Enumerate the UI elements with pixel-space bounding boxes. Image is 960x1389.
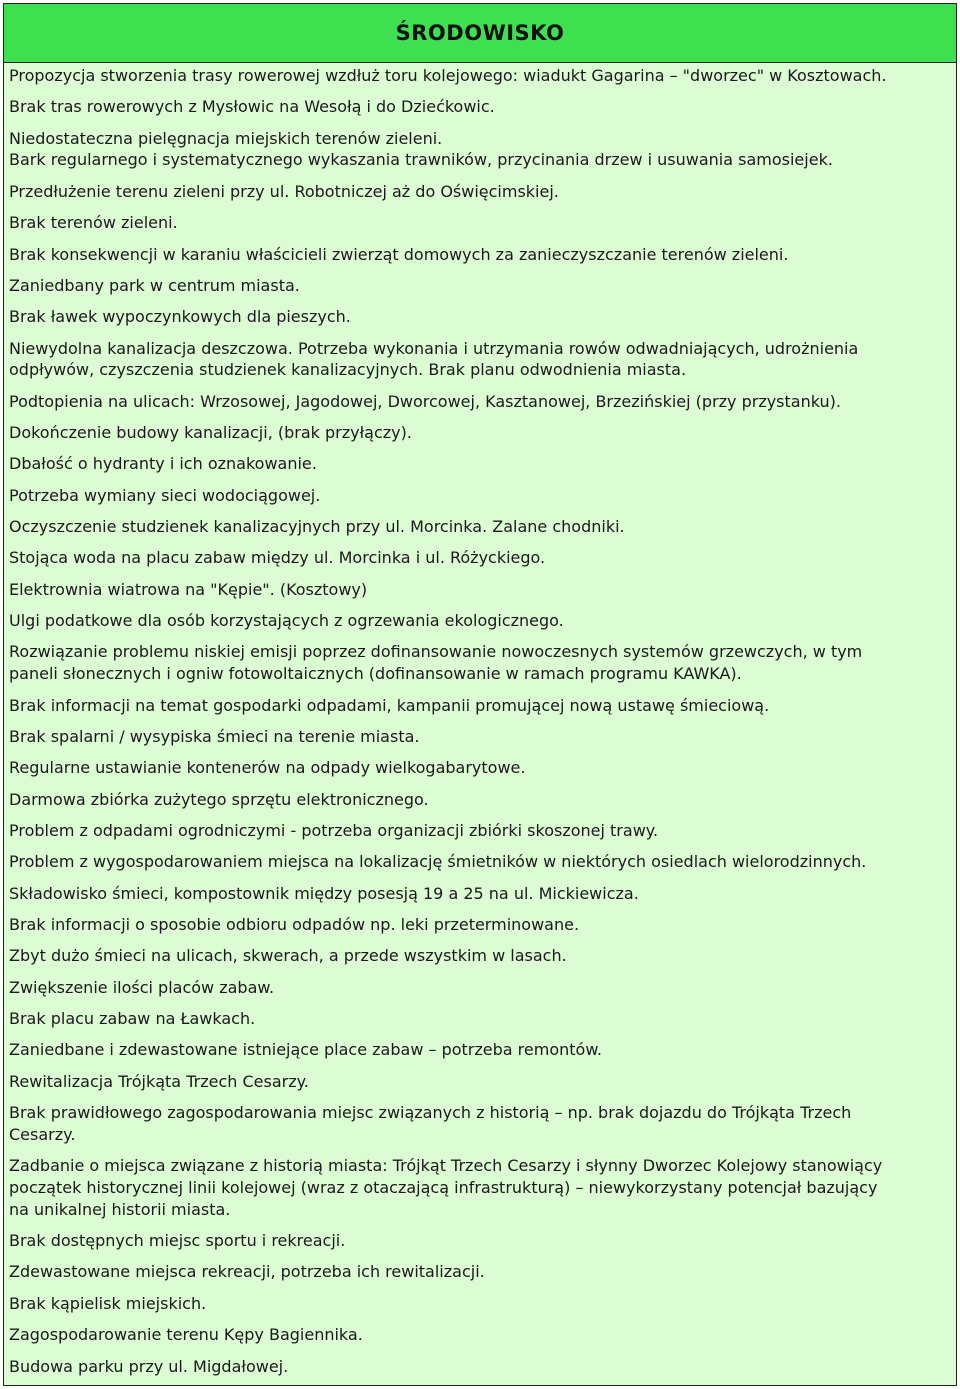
list-item-text: Cesarzy. [9,1124,76,1144]
list-item [9,977,950,1008]
list-item [9,338,950,391]
list-item [9,945,950,976]
list-item [9,1102,950,1155]
list-item [9,453,950,484]
list-item-text: Potrzeba wymiany sieci wodociągowej. [9,485,321,505]
list-item [9,1356,950,1387]
list-item [9,695,950,726]
list-item [9,1039,950,1070]
section-header [4,4,956,63]
list-item-text: Brak tras rowerowych z Mysłowic na Wesołą i do Dziećkowic. [9,97,495,117]
list-item [9,547,950,578]
list-item [9,1155,950,1230]
list-item-text: Stojąca woda na placu zabaw między ul. Morcinka i ul. Różyckiego. [9,548,546,568]
list-item-text: Brak spalarni / wysypiska śmieci na terenie miasta. [9,726,420,746]
list-item [9,641,950,694]
list-item [9,1324,950,1355]
list-item-text: Propozycja stworzenia trasy rowerowej wzdłuż toru kolejowego: wiadukt Gagarina – "dworzec" w Kosztowach. [9,66,887,85]
list-item-text: Dbałość o hydranty i ich oznakowanie. [9,454,317,474]
list-item-text: Niewydolna kanalizacja deszczowa. Potrzeba wykonania i utrzymania rowów odwadniających, udrożnienia [9,338,859,358]
list-item [9,275,950,306]
list-item-text: Elektrownia wiatrowa na "Kępie". (Kosztowy) [9,579,368,599]
list-item-text: Darmowa zbiórka zużytego sprzętu elektronicznego. [9,789,429,809]
list-item [9,516,950,547]
list-item-text: Brak placu zabaw na Ławkach. [9,1009,256,1029]
list-item-text: Oczyszczenie studzienek kanalizacyjnych przy ul. Morcinka. Zalane chodniki. [9,517,625,537]
list-item [9,181,950,212]
list-item [9,96,950,127]
list-item-text: Problem z wygospodarowaniem miejsca na lokalizację śmietników w niektórych osiedlach wielorodzinnych. [9,852,867,872]
list-item [9,391,950,422]
list-item [9,244,950,275]
list-item-text: Niedostateczna pielęgnacja miejskich terenów zieleni. [9,128,443,148]
list-item-text: Brak konsekwencji w karaniu właścicieli zwierząt domowych za zanieczyszczanie terenów zieleni. [9,244,789,264]
list-item-text: Zaniedbany park w centrum miasta. [9,275,300,295]
document-page [3,3,957,1386]
list-item [9,422,950,453]
list-item [9,212,950,243]
list-item-text: Rewitalizacja Trójkąta Trzech Cesarzy. [9,1071,309,1091]
list-item-text: Zwiększenie ilości placów zabaw. [9,977,275,997]
list-item-text: Ulgi podatkowe dla osób korzystających z ogrzewania ekologicznego. [9,611,564,631]
section-title: ŚRODOWISKO [395,21,565,45]
list-item [9,820,950,851]
list-item-text: Zbyt dużo śmieci na ulicach, skwerach, a przede wszystkim w lasach. [9,946,567,966]
list-item [9,610,950,641]
list-item [9,757,950,788]
list-item [9,128,950,181]
list-item-text: Dokończenie budowy kanalizacji, (brak przyłączy). [9,423,412,443]
list-item-text: paneli słonecznych i ogniw fotowoltaicznych (dofinansowanie w ramach programu KAWKA). [9,664,742,684]
issues-list [4,63,956,1387]
list-item-text: Brak kąpielisk miejskich. [9,1293,207,1313]
list-item [9,1008,950,1039]
list-item-text: Rozwiązanie problemu niskiej emisji poprzez dofinansowanie nowoczesnych systemów grzewczych, w tym [9,642,863,662]
list-item [9,65,950,96]
list-item-text: Brak informacji na temat gospodarki odpadami, kampanii promującej nową ustawę śmieciową. [9,695,770,715]
list-item [9,883,950,914]
list-item-text: Przedłużenie terenu zieleni przy ul. Robotniczej aż do Oświęcimskiej. [9,181,559,201]
list-item-text: Zdewastowane miejsca rekreacji, potrzeba ich rewitalizacji. [9,1262,485,1282]
list-item-text: Problem z odpadami ogrodniczymi - potrzeba organizacji zbiórki skoszonej trawy. [9,820,659,840]
list-item-text: na unikalnej historii miasta. [9,1199,231,1219]
list-item-text: Zadbanie o miejsca związane z historią miasta: Trójkąt Trzech Cesarzy i słynny Dworzec Kolejowy stanowiący [9,1156,883,1176]
list-item [9,579,950,610]
list-item [9,485,950,516]
list-item [9,726,950,757]
list-item [9,1261,950,1292]
list-item-text: odpływów, czyszczenia studzienek kanalizacyjnych. Brak planu odwodnienia miasta. [9,360,687,380]
list-item [9,789,950,820]
list-item-text: Brak ławek wypoczynkowych dla pieszych. [9,307,351,327]
list-item [9,1293,950,1324]
list-item [9,851,950,882]
list-item-text: Budowa parku przy ul. Migdałowej. [9,1356,289,1376]
list-item [9,914,950,945]
list-item-text: początek historycznej linii kolejowej (wraz z otaczającą infrastrukturą) – niewykorzystany potencjał bazujący [9,1177,878,1197]
list-item-text: Zagospodarowanie terenu Kępy Bagiennika. [9,1325,363,1345]
list-item [9,1230,950,1261]
list-item-text: Brak terenów zieleni. [9,213,178,233]
list-item-text: Bark regularnego i systematycznego wykaszania trawników, przycinania drzew i usuwania samosiejek. [9,150,833,170]
list-item-text: Podtopienia na ulicach: Wrzosowej, Jagodowej, Dworcowej, Kasztanowej, Brzezińskiej (przy przystanku). [9,391,841,411]
list-item-text: Brak informacji o sposobie odbioru odpadów np. leki przeterminowane. [9,914,580,934]
list-item-text: Regularne ustawianie kontenerów na odpady wielkogabarytowe. [9,758,526,778]
list-item-text: Brak dostępnych miejsc sportu i rekreacji. [9,1231,346,1251]
list-item-text: Brak prawidłowego zagospodarowania miejsc związanych z historią – np. brak dojazdu do Trójkąta Trzech [9,1103,852,1123]
list-item [9,306,950,337]
list-item [9,1071,950,1102]
list-item-text: Składowisko śmieci, kompostownik między posesją 19 a 25 na ul. Mickiewicza. [9,883,639,903]
list-item-text: Zaniedbane i zdewastowane istniejące place zabaw – potrzeba remontów. [9,1040,603,1060]
